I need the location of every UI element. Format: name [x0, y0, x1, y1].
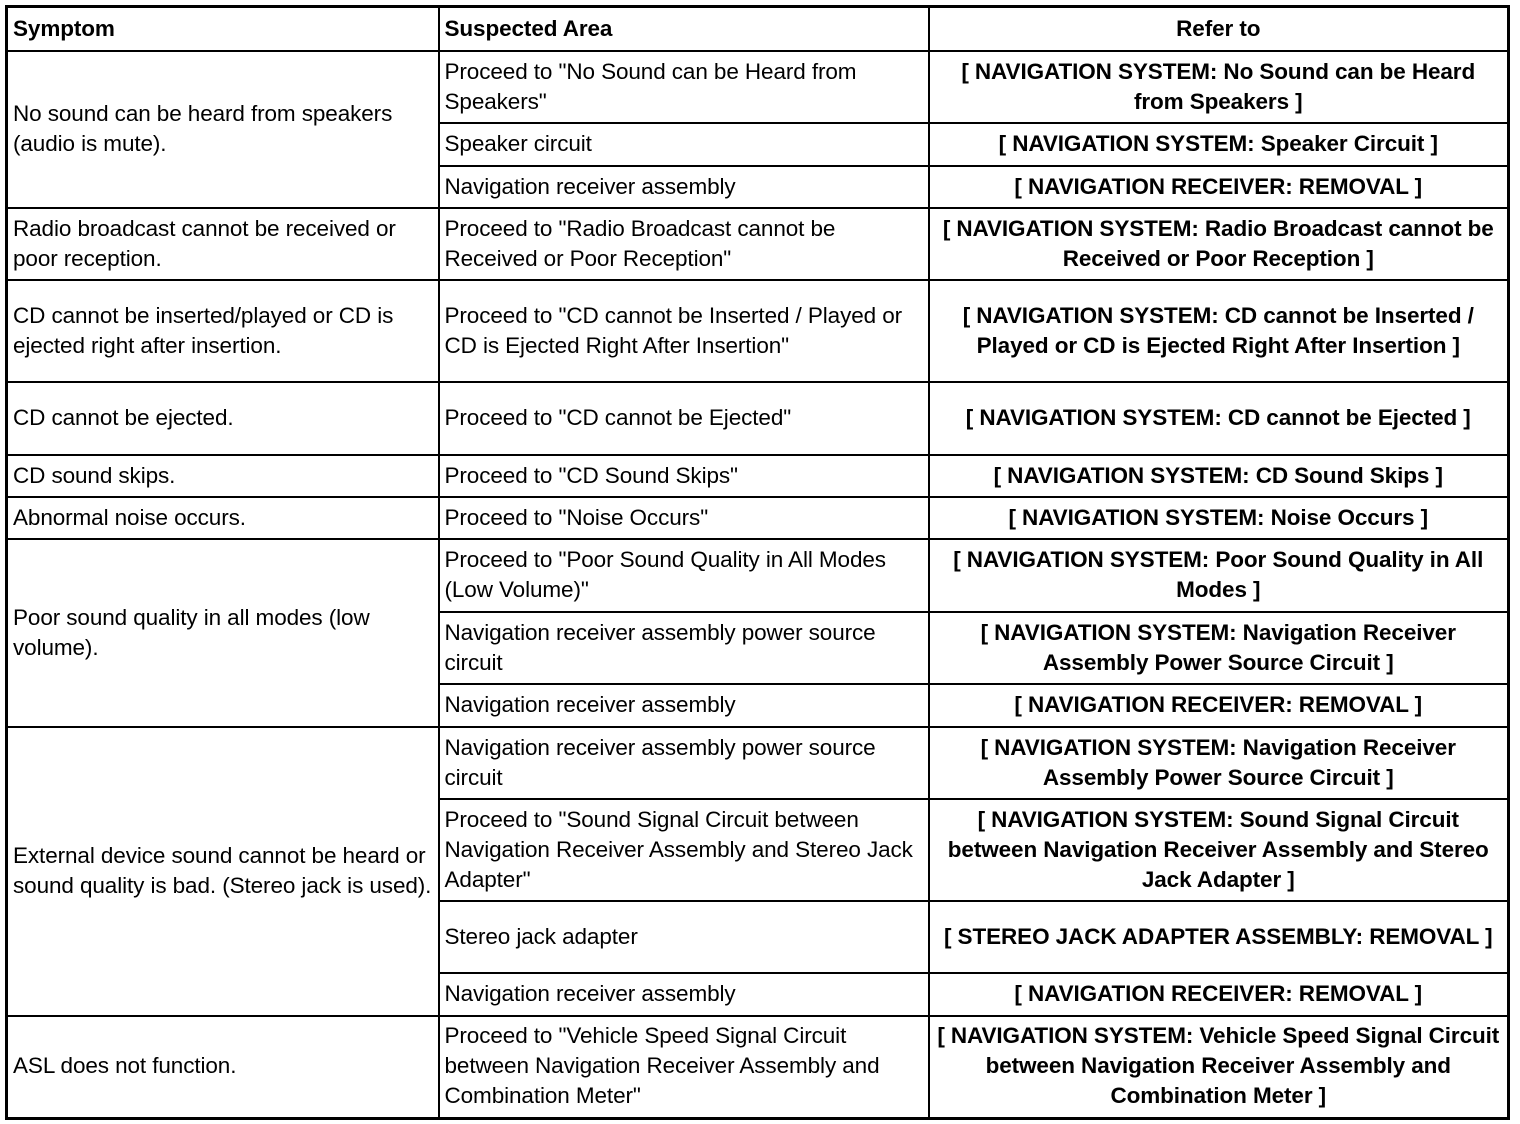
suspected-area-cell: Proceed to "CD Sound Skips" [439, 455, 929, 497]
refer-link[interactable]: [ NAVIGATION RECEIVER: REMOVAL ] [929, 684, 1509, 727]
refer-link[interactable]: [ NAVIGATION SYSTEM: Navigation Receiver Assembly Power Source Circuit ] [929, 612, 1509, 684]
refer-link[interactable]: [ NAVIGATION SYSTEM: CD cannot be Inserted / Played or CD is Ejected Right After Insertion ] [929, 280, 1509, 382]
table-row [7, 455, 1509, 497]
table-row [7, 539, 1509, 612]
suspected-area-cell: Proceed to "Vehicle Speed Signal Circuit between Navigation Receiver Assembly and Combination Meter" [439, 1016, 929, 1118]
table-row [7, 382, 1509, 455]
refer-link[interactable]: [ NAVIGATION SYSTEM: Radio Broadcast cannot be Received or Poor Reception ] [929, 208, 1509, 280]
refer-link[interactable]: [ NAVIGATION SYSTEM: Poor Sound Quality in All Modes ] [929, 539, 1509, 612]
refer-link[interactable]: [ NAVIGATION SYSTEM: Navigation Receiver Assembly Power Source Circuit ] [929, 727, 1509, 799]
suspected-area-cell: Navigation receiver assembly [439, 973, 929, 1016]
suspected-area-cell: Speaker circuit [439, 123, 929, 166]
refer-link[interactable]: [ NAVIGATION SYSTEM: Sound Signal Circuit between Navigation Receiver Assembly and Stereo Jack Adapter ] [929, 799, 1509, 901]
table-row [7, 208, 1509, 280]
symptom-cell: Radio broadcast cannot be received or poor reception. [7, 208, 439, 280]
suspected-area-cell: Proceed to "Sound Signal Circuit between Navigation Receiver Assembly and Stereo Jack Adapter" [439, 799, 929, 901]
suspected-area-cell: Proceed to "Poor Sound Quality in All Modes (Low Volume)" [439, 539, 929, 612]
refer-link[interactable]: [ NAVIGATION SYSTEM: No Sound can be Heard from Speakers ] [929, 51, 1509, 123]
suspected-area-cell: Navigation receiver assembly power source circuit [439, 612, 929, 684]
suspected-area-cell: Proceed to "No Sound can be Heard from Speakers" [439, 51, 929, 123]
refer-link[interactable]: [ NAVIGATION SYSTEM: Vehicle Speed Signal Circuit between Navigation Receiver Assembly and Combination Meter ] [929, 1016, 1509, 1118]
table-header-row [7, 7, 1509, 52]
suspected-area-cell: Navigation receiver assembly [439, 684, 929, 727]
symptom-cell: No sound can be heard from speakers (audio is mute). [7, 51, 439, 208]
header-suspected-area: Suspected Area [439, 7, 929, 52]
symptom-cell: CD cannot be inserted/played or CD is ejected right after insertion. [7, 280, 439, 382]
symptom-cell: External device sound cannot be heard or sound quality is bad. (Stereo jack is used). [7, 727, 439, 1016]
header-symptom: Symptom [7, 7, 439, 52]
suspected-area-cell: Navigation receiver assembly [439, 166, 929, 208]
header-refer-to: Refer to [929, 7, 1509, 52]
refer-link[interactable]: [ NAVIGATION SYSTEM: CD Sound Skips ] [929, 455, 1509, 497]
refer-link[interactable]: [ NAVIGATION SYSTEM: CD cannot be Ejected ] [929, 382, 1509, 455]
table-row [7, 497, 1509, 539]
symptom-cell: Poor sound quality in all modes (low volume). [7, 539, 439, 727]
table-row [7, 280, 1509, 382]
refer-link[interactable]: [ NAVIGATION RECEIVER: REMOVAL ] [929, 973, 1509, 1016]
refer-link[interactable]: [ STEREO JACK ADAPTER ASSEMBLY: REMOVAL ] [929, 901, 1509, 973]
suspected-area-cell: Proceed to "Noise Occurs" [439, 497, 929, 539]
suspected-area-cell: Proceed to "CD cannot be Inserted / Played or CD is Ejected Right After Insertion" [439, 280, 929, 382]
table-row [7, 727, 1509, 799]
refer-link[interactable]: [ NAVIGATION RECEIVER: REMOVAL ] [929, 166, 1509, 208]
symptom-table [5, 5, 1510, 1120]
suspected-area-cell: Stereo jack adapter [439, 901, 929, 973]
symptom-cell: Abnormal noise occurs. [7, 497, 439, 539]
table-row [7, 1016, 1509, 1118]
suspected-area-cell: Navigation receiver assembly power source circuit [439, 727, 929, 799]
symptom-cell: ASL does not function. [7, 1016, 439, 1118]
symptom-cell: CD cannot be ejected. [7, 382, 439, 455]
table-row [7, 51, 1509, 123]
refer-link[interactable]: [ NAVIGATION SYSTEM: Speaker Circuit ] [929, 123, 1509, 166]
suspected-area-cell: Proceed to "Radio Broadcast cannot be Received or Poor Reception" [439, 208, 929, 280]
refer-link[interactable]: [ NAVIGATION SYSTEM: Noise Occurs ] [929, 497, 1509, 539]
symptom-cell: CD sound skips. [7, 455, 439, 497]
suspected-area-cell: Proceed to "CD cannot be Ejected" [439, 382, 929, 455]
